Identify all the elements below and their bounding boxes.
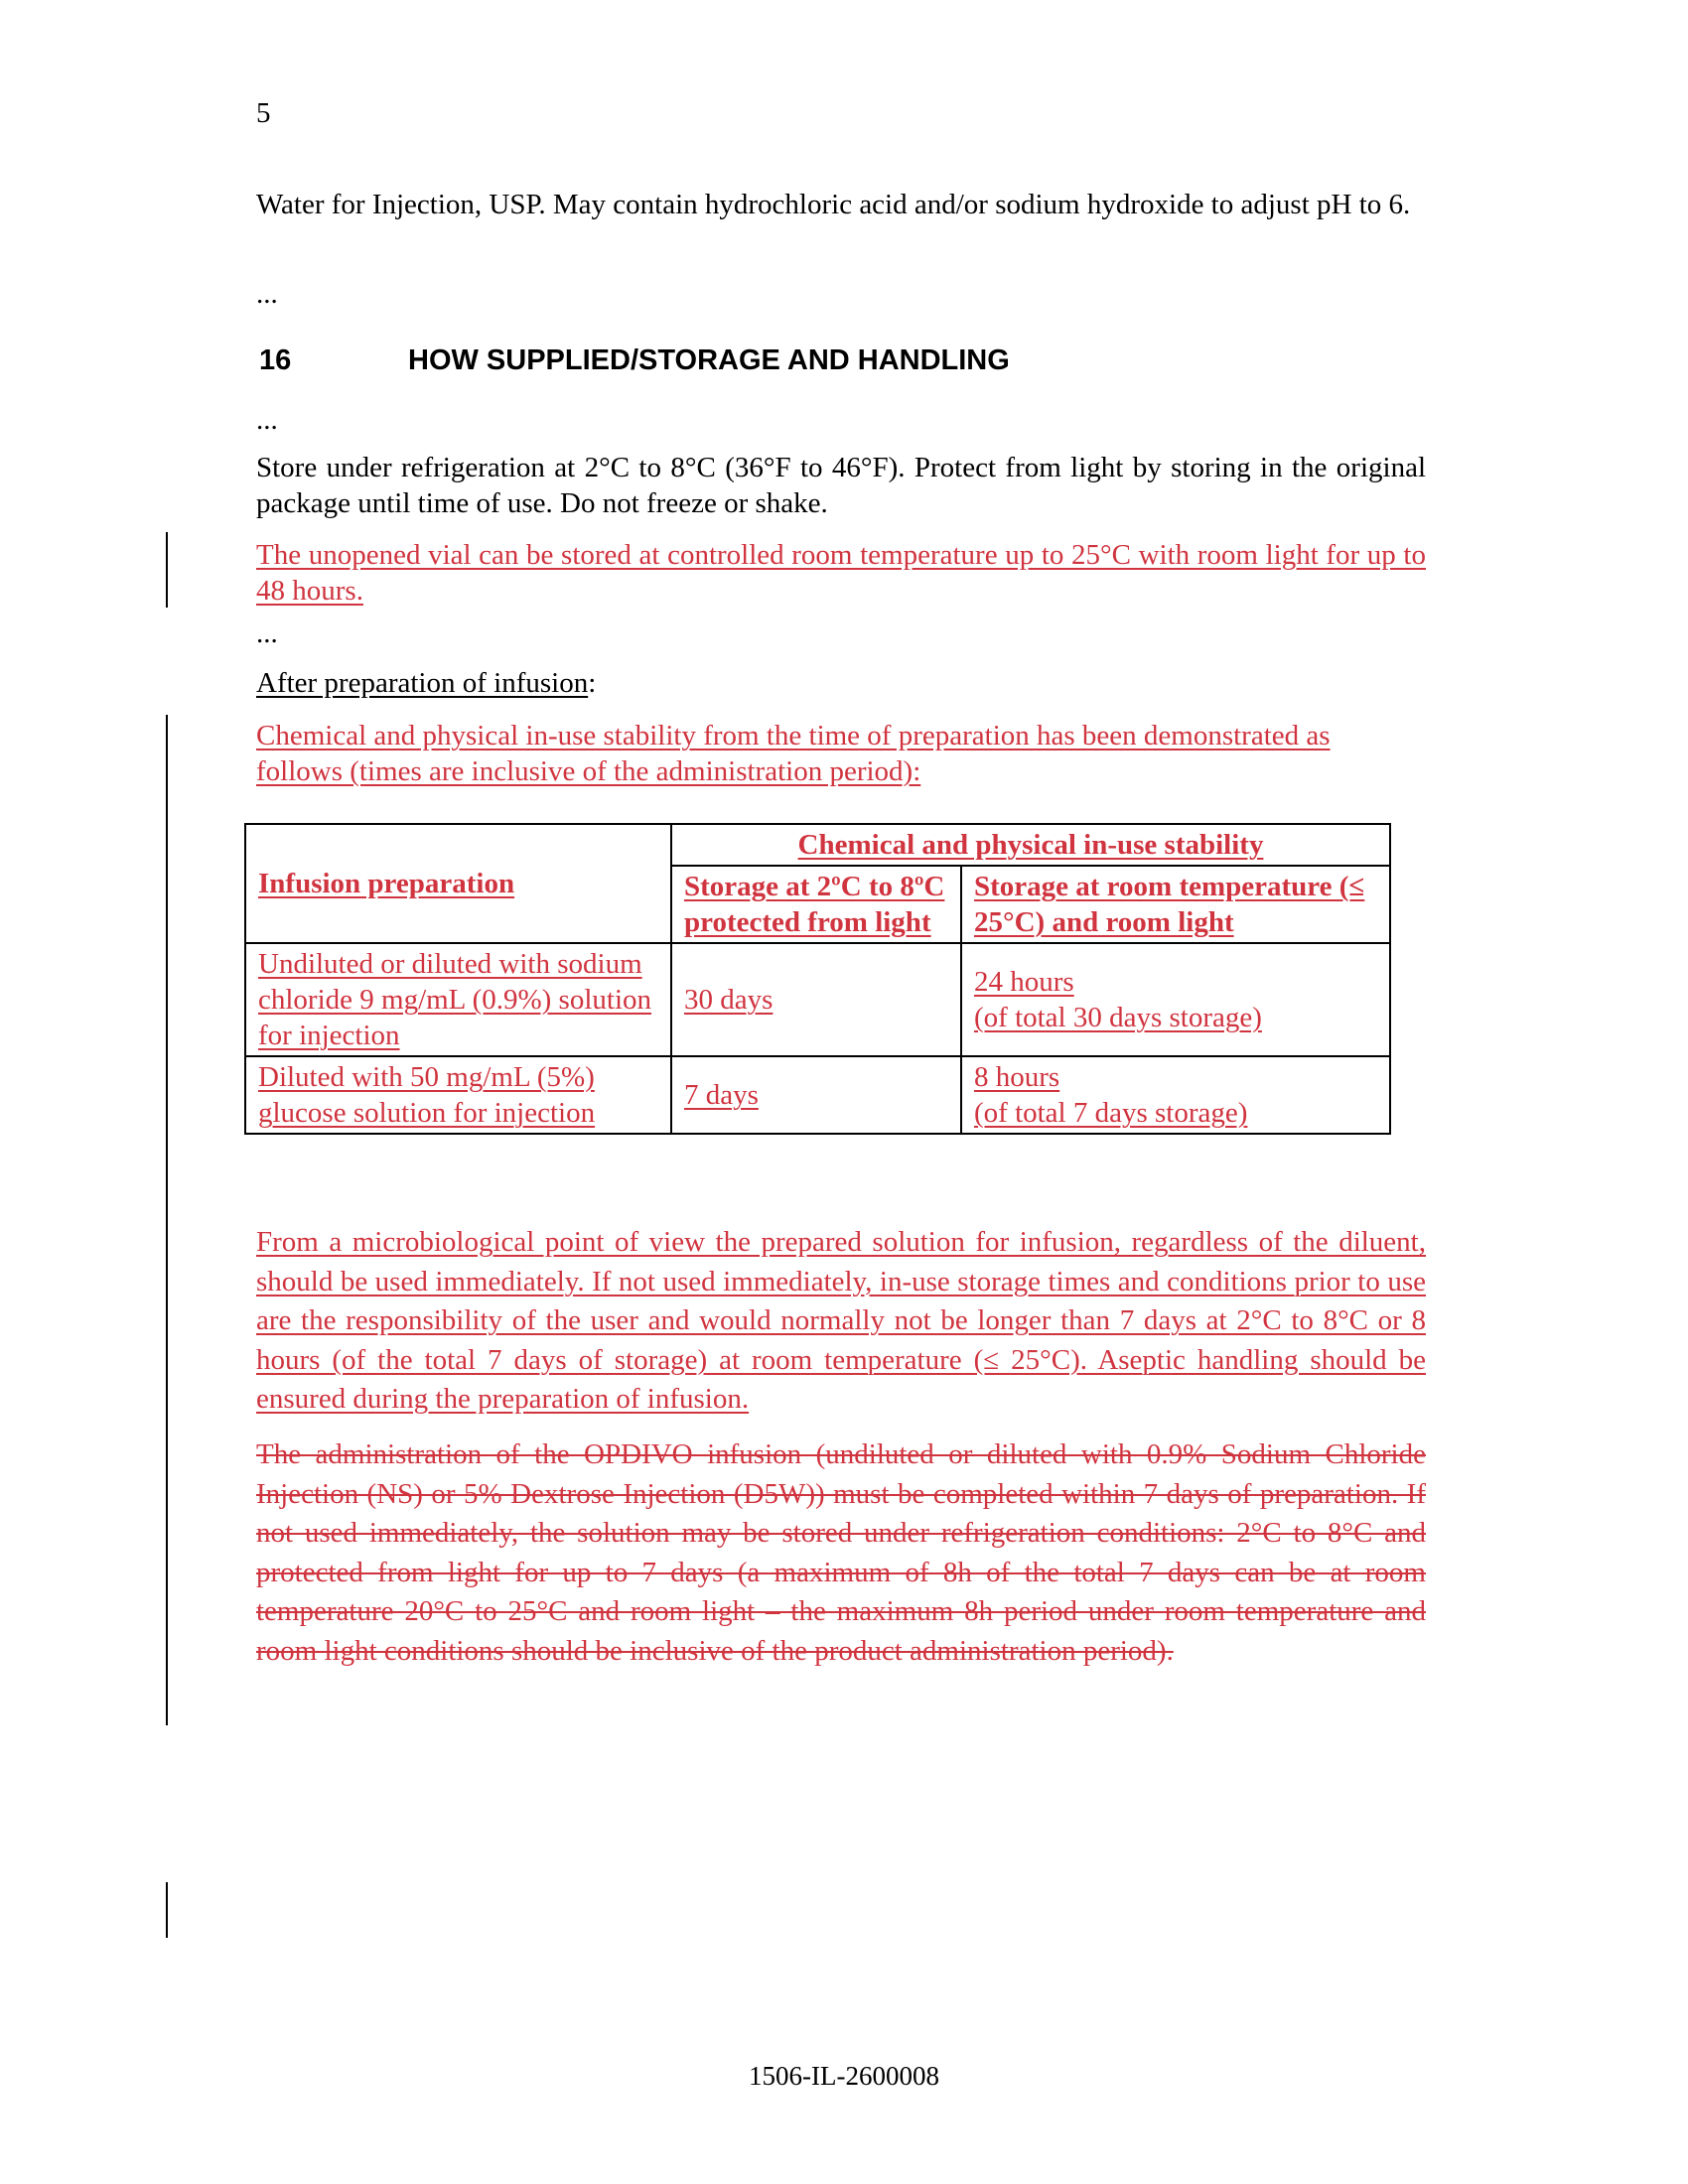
- table-row: [245, 1056, 1390, 1134]
- table-header-row: [245, 824, 1390, 866]
- after-preparation-colon: :: [588, 667, 597, 699]
- cell-refrigerated: 7 days: [671, 1056, 961, 1134]
- cell-room: 24 hours (of total 30 days storage): [961, 943, 1390, 1056]
- change-bar: [166, 1882, 168, 1938]
- section-heading: [259, 342, 1252, 382]
- ellipsis: ...: [256, 617, 278, 649]
- section-title: HOW SUPPLIED/STORAGE AND HANDLING: [408, 344, 1010, 376]
- stability-table: [244, 823, 1391, 1135]
- header-infusion-preparation: Infusion preparation: [245, 824, 671, 943]
- footer-document-code: 1506-IL-2600008: [749, 2061, 939, 2091]
- table-row: [245, 943, 1390, 1056]
- change-bar: [166, 715, 168, 1725]
- change-bar: [166, 532, 168, 608]
- cell-room: 8 hours (of total 7 days storage): [961, 1056, 1390, 1134]
- page-number: 5: [256, 97, 271, 129]
- header-group-stability: Chemical and physical in-use stability: [671, 824, 1390, 866]
- ellipsis: ...: [256, 404, 278, 436]
- water-paragraph: Water for Injection, USP. May contain hydrochloric acid and/or sodium hydroxide to adjust pH to 6.: [256, 189, 1411, 220]
- cell-refrigerated: 30 days: [671, 943, 961, 1056]
- header-room-temperature-storage: Storage at room temperature (≤ 25°C) and room light: [961, 866, 1390, 943]
- section-number: 16: [259, 344, 292, 376]
- after-preparation-label: After preparation of infusion: [256, 667, 589, 699]
- unopened-vial-paragraph: The unopened vial can be stored at controlled room temperature up to 25°C with room light for up to 48 hours.: [256, 539, 1426, 607]
- header-refrigerated-storage: Storage at 2ºC to 8ºC protected from light: [671, 866, 961, 943]
- after-preparation-heading: [256, 665, 1426, 701]
- cell-preparation: Undiluted or diluted with sodium chloride 9 mg/mL (0.9%) solution for injection: [245, 943, 671, 1056]
- deleted-administration-paragraph: The administration of the OPDIVO infusion (undiluted or diluted with 0.9% Sodium Chloride Injection (NS) or 5% Dextrose Injection (D5W)) must be completed within 7 days of preparation. If not used immediately, the solution may be stored under refrigeration conditions: 2°C to 8°C and protected from light for up to 7 days (a maximum of 8h of the total 7 days can be at room temperature 20°C to 25°C and room light – the maximum 8h period under room temperature and room light conditions should be inclusive of the product administration period).: [256, 1438, 1426, 1667]
- ellipsis: ...: [256, 278, 278, 310]
- cell-preparation: Diluted with 50 mg/mL (5%) glucose solution for injection: [245, 1056, 671, 1134]
- storage-paragraph: Store under refrigeration at 2°C to 8°C (36°F to 46°F). Protect from light by storing in the original package until time of use. Do not freeze or shake.: [256, 452, 1426, 519]
- stability-intro-paragraph: Chemical and physical in-use stability from the time of preparation has been demonstrated as follows (times are inclusive of the administration period):: [256, 720, 1331, 787]
- microbiological-paragraph: From a microbiological point of view the prepared solution for infusion, regardless of the diluent, should be used immediately. If not used immediately, in-use storage times and conditions prior to use are the responsibility of the user and would normally not be longer than 7 days at 2°C to 8°C or 8 hours (of the total 7 days of storage) at room temperature (≤ 25°C). Aseptic handling should be ensured during the preparation of infusion.: [256, 1226, 1426, 1415]
